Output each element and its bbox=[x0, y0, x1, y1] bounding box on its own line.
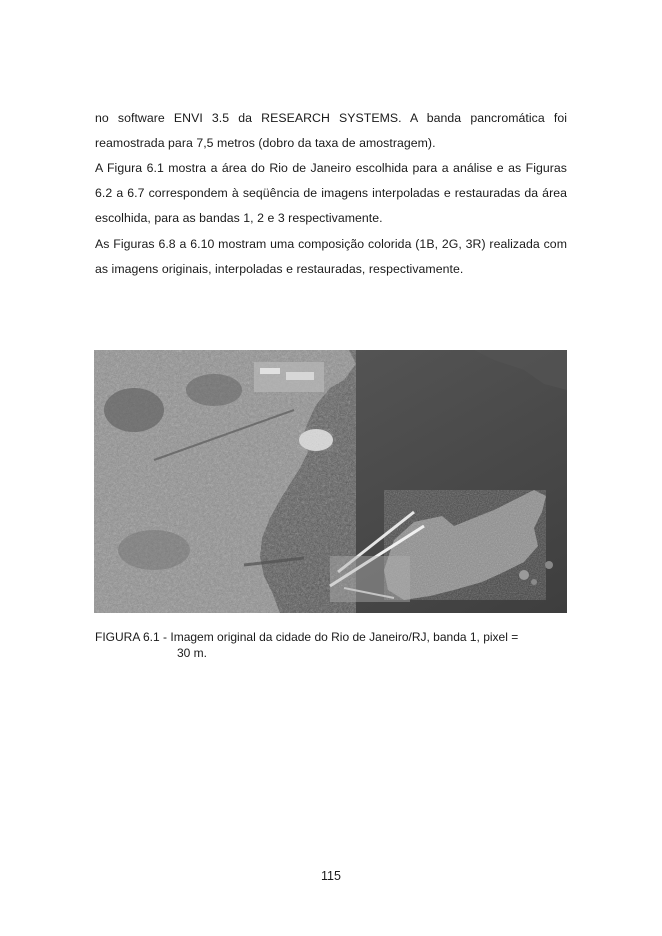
paragraph-3: As Figuras 6.8 a 6.10 mostram uma composição colorida (1B, 2G, 3R) realizada com as imagens originais, interpoladas e restauradas, respectivamente. bbox=[95, 237, 567, 276]
caption-label: FIGURA 6.1 bbox=[95, 630, 160, 644]
satellite-image-rio-de-janeiro bbox=[94, 350, 567, 613]
page-number: 115 bbox=[321, 869, 341, 883]
caption-text: - Imagem original da cidade do Rio de Janeiro/RJ, banda 1, pixel = bbox=[163, 630, 519, 644]
figure-caption bbox=[95, 629, 569, 661]
caption-continuation: 30 m. bbox=[177, 646, 208, 660]
paragraph-2: A Figura 6.1 mostra a área do Rio de Janeiro escolhida para a análise e as Figuras 6.2 a 6.7 correspondem à seqüência de imagens interpoladas e restauradas da área escolhida, para as bandas 1, 2 e 3 respectivamente. bbox=[95, 161, 567, 225]
paragraph-1: no software ENVI 3.5 da RESEARCH SYSTEMS. A banda pancromática foi reamostrada para 7,5 metros (dobro da taxa de amostragem). bbox=[95, 111, 567, 150]
